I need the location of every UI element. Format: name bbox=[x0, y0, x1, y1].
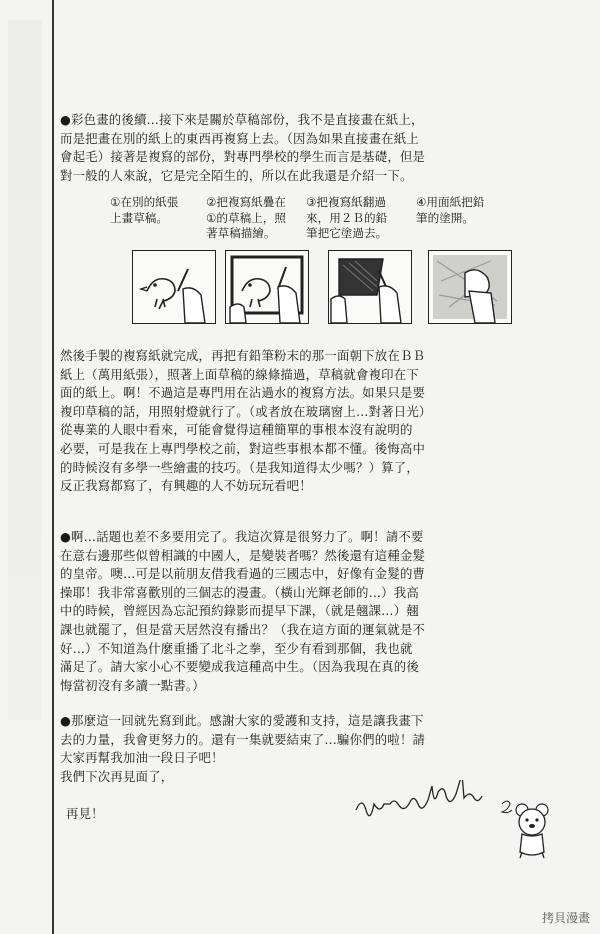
step-3-caption: ③把複寫紙翻過 來，用２Ｂ的鉛 筆把它塗過去。 bbox=[306, 195, 388, 240]
step-1-caption: ①在別的紙張 上畫草稿。 bbox=[110, 195, 179, 225]
tissue-blending-icon bbox=[429, 251, 511, 323]
site-watermark: 拷貝漫畫 bbox=[541, 911, 590, 925]
step-4-illustration bbox=[428, 250, 512, 324]
paragraph-color-drawing: ●彩色畫的後續…接下來是關於草稿部份，我不是直接畫在紙上， 而是把畫在別的紙上的東西再複寫上去。（因為如果直接畫在紙上 會起毛）接著是複寫的部份，對專門學校的學生而言是基礎，但是 對一般的人來說，它是完全陌生的，所以在此我還是介紹一下。 bbox=[60, 112, 426, 183]
bleed-through-shadow bbox=[8, 20, 42, 720]
step-3-illustration bbox=[328, 250, 412, 324]
step-1-illustration bbox=[132, 250, 216, 324]
author-signature bbox=[352, 780, 522, 840]
closing-line: 再見！ bbox=[66, 806, 104, 821]
shading-pencil-icon bbox=[329, 251, 411, 323]
step-2-caption: ②把複寫紙疊在 ①的草稿上，照 著草稿描繪。 bbox=[206, 195, 286, 240]
bear-mascot-icon bbox=[512, 800, 552, 860]
tracing-paper-icon bbox=[226, 251, 308, 323]
paragraph-topics: ●啊…話題也差不多要用完了。我這次算是很努力了。啊！請不要 在意右邊那些似曾相識的中國人，是變裝者嗎？然後還有這種金髮 的皇帝。噢…可是以前朋友借我看過的三國志中，好像有金髮的曹 操耶！我非常喜歡別的三個志的漫畫。（橫山光輝老師的…）我高 中的時候，曾經因為忘記預約錄影而提早下課，（就是翹課…）翹 課也就罷了，但是當天居然沒有播出？（我在這方面的運氣就是不 好…）不知道為什麼重播了北斗之拳，至少有看到那個，我也就 滿足了。請大家小心不要變成我這種高中生。（因為我現在真的後 悔當初沒有多讀一點書。） bbox=[60, 529, 426, 693]
step-2-illustration bbox=[225, 250, 309, 324]
bird-sketch-icon bbox=[133, 251, 215, 323]
margin-rule bbox=[52, 0, 54, 934]
paragraph-tracing-method: 然後手製的複寫紙就完成，再把有鉛筆粉末的那一面朝下放在ＢＢ 紙上（萬用紙張），照著上面草稿的線條描過，草稿就會複印在下 面的紙上。啊！不過這是專門用在沾過水的複寫方法。如果只是要 複印草稿的話，用照射燈就行了。（或者放在玻璃窗上…對著日光） 從專業的人眼中看來，可能會覺得這種簡單的事根本沒有說明的 必要，可是我在上專門學校之前，對這些事根本都不懂。後悔高中 的時候沒有多學一些繪畫的技巧。（是我知道得太少嗎？）算了， 反正我寫都寫了，有興趣的人不妨玩玩看吧！ bbox=[60, 348, 432, 494]
paragraph-thanks: ●那麼這一回就先寫到此。感謝大家的愛護和支持，這是讓我畫下 去的力量，我會更努力的。還有一集就要結束了…騙你們的啦！請 大家再幫我加油一段日子吧！ 我們下次再見面了， bbox=[60, 713, 426, 784]
step-4-caption: ④用面紙把鉛 筆的塗開。 bbox=[416, 195, 485, 225]
